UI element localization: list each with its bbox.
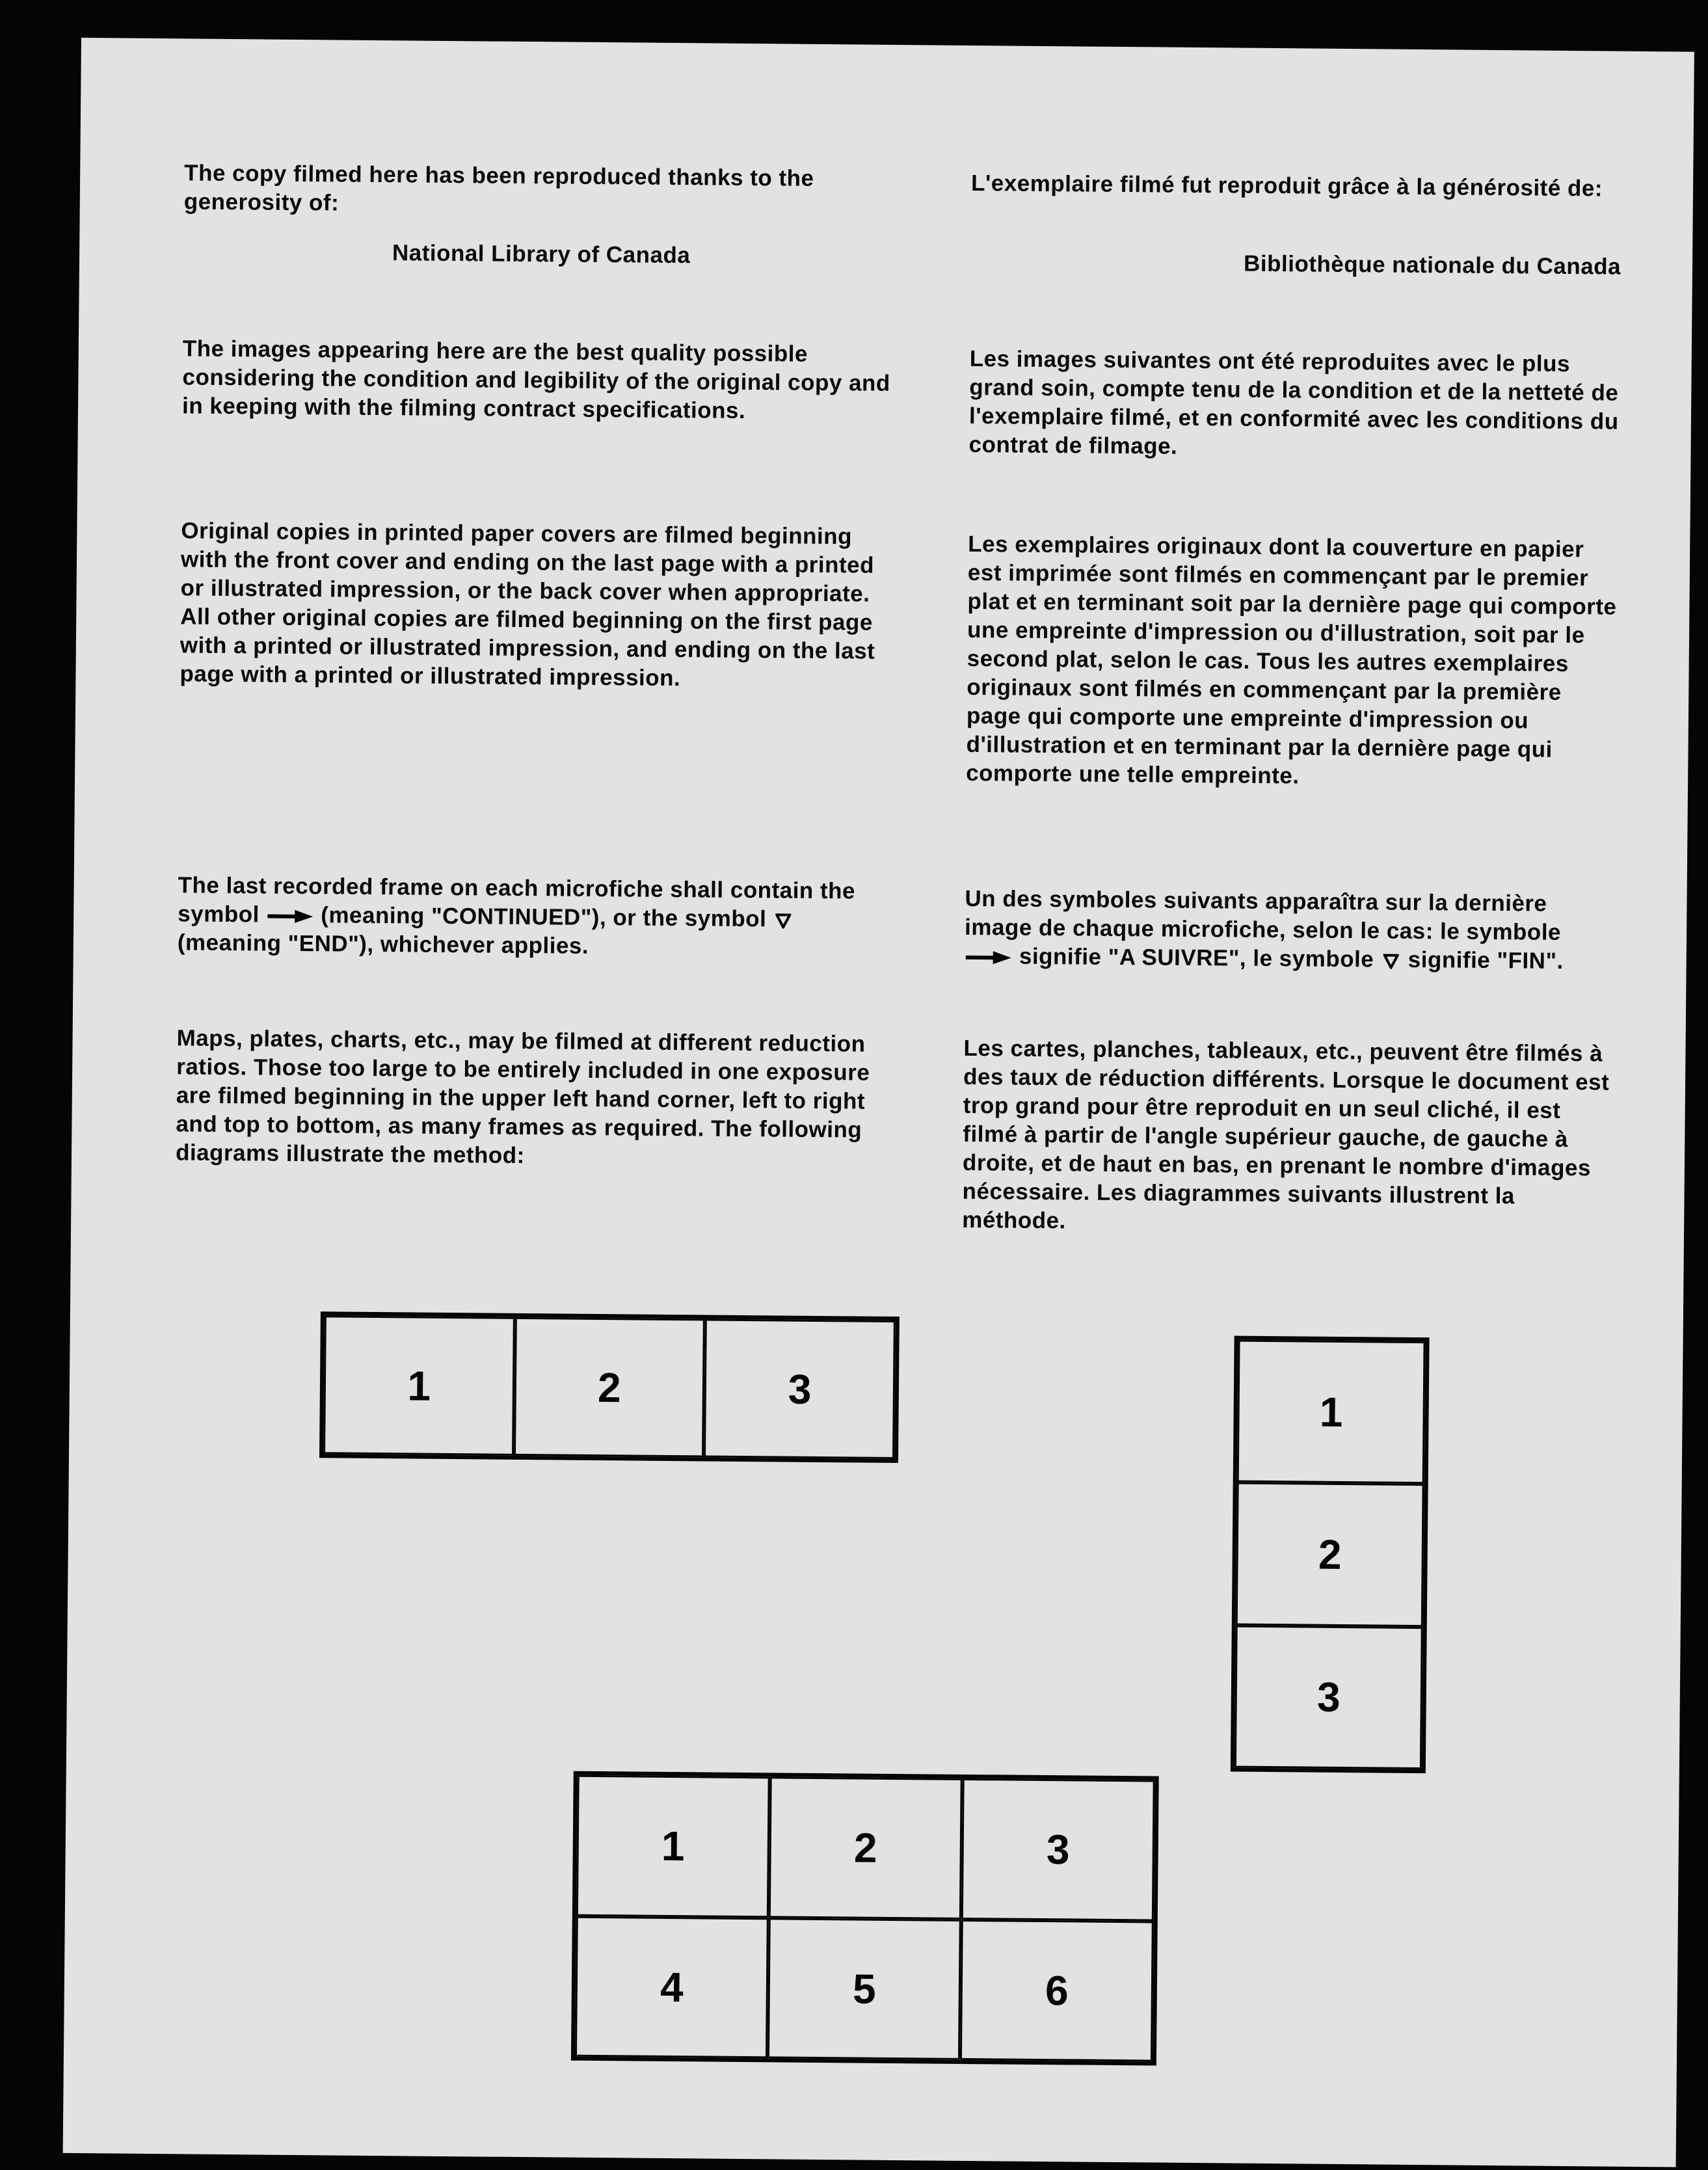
- institution-fr: Bibliothèque nationale du Canada: [1243, 250, 1621, 280]
- diagram-horizontal: [319, 1311, 900, 1463]
- frame-cell: 1: [323, 1315, 515, 1456]
- symbols-fr-text-2: signifie "A SUIVRE", le symbole: [1019, 943, 1374, 972]
- end-triangle-icon: [775, 913, 791, 928]
- symbols-fr-text-3: signifie "FIN".: [1408, 946, 1564, 974]
- end-triangle-icon: [1383, 953, 1398, 969]
- frame-cell: 3: [1234, 1625, 1423, 1769]
- frame-cell: 2: [1236, 1482, 1424, 1627]
- symbols-fr: [965, 885, 1616, 976]
- frame-cell: 4: [575, 1916, 769, 2058]
- thanks-fr: L'exemplaire filmé fut reproduit grâce à la générosité de:: [970, 170, 1603, 202]
- symbols-en: [178, 871, 894, 963]
- originals-fr: Les exemplaires originaux dont la couverture en papier est imprimée sont filmés en commençant par le premier plat et en terminant soit par la dernière page qui comporte une empreinte d'impression ou d'illustration, soit par le second plat, selon le cas. Tous les autres exemplaires originaux sont filmés en commençant par la première page qui comporte une empreinte d'impression ou d'illustration et en terminant par la dernière page qui comporte une telle empreinte.: [966, 531, 1617, 789]
- continued-arrow-icon: [966, 950, 1011, 966]
- frame-cell: 6: [960, 1919, 1154, 2061]
- maps-en: Maps, plates, charts, etc., may be filmed at different reduction ratios. Those too large to be entirely included in one exposure are filmed beginning in the upper left hand corner, left to right and top to bottom, as many frames as required. The following diagrams illustrate the method:: [175, 1025, 870, 1169]
- diagram-grid: [571, 1771, 1159, 2066]
- symbols-fr-text-1: Un des symboles suivants apparaîtra sur la dernière image de chaque microfiche, selon le cas: le symbole: [964, 885, 1562, 945]
- quality-en: The images appearing here are the best quality possible considering the condition and legibility of the original copy and in keeping with the filming contract specifications.: [181, 336, 890, 423]
- quality-fr: Les images suivantes ont été reproduites avec le plus grand soin, compte tenu de la condition et de la netteté de l'exemplaire filmé, et en conformité avec les conditions du contrat de filmage.: [968, 345, 1619, 459]
- frame-cell: 2: [769, 1776, 963, 1919]
- symbols-en-text-1: The last recorded frame on each microfiche shall contain the symbol: [178, 872, 856, 928]
- symbols-en-text-2: (meaning "CONTINUED"), or the symbol: [321, 902, 767, 932]
- thanks-en: The copy filmed here has been reproduced thanks to the generosity of:: [183, 160, 814, 216]
- symbols-en-text-3: (meaning "END"), whichever applies.: [177, 930, 589, 959]
- filmed-page: [63, 38, 1694, 2167]
- frame-cell: 1: [576, 1775, 770, 1918]
- diagram-vertical: [1231, 1336, 1430, 1774]
- institution-en: National Library of Canada: [392, 240, 691, 269]
- frame-cell: 1: [1237, 1340, 1426, 1484]
- originals-en: Original copies in printed paper covers are filmed beginning with the front cover and ending on the last page with a printed or illustrated impression, or the back cover when appropriate. All other original copies are filmed beginning on the first page with a printed or illustrated impression, and ending on the last page with a printed or illustrated impression.: [180, 518, 875, 691]
- frame-cell: 3: [961, 1778, 1155, 1921]
- continued-arrow-icon: [267, 908, 313, 924]
- maps-fr: Les cartes, planches, tableaux, etc., peuvent être filmés à des taux de réduction différents. Lorsque le document est trop grand pour être reproduit en un seul cliché, il est filmé à partir de l'angle supérieur gauche, de gauche à droite, et de haut en bas, en prenant le nombre d'images nécessaire. Les diagrammes suivants illustrent la méthode.: [962, 1035, 1610, 1234]
- frame-cell: 3: [704, 1319, 896, 1459]
- frame-cell: 2: [514, 1317, 706, 1458]
- frame-cell: 5: [767, 1918, 961, 2060]
